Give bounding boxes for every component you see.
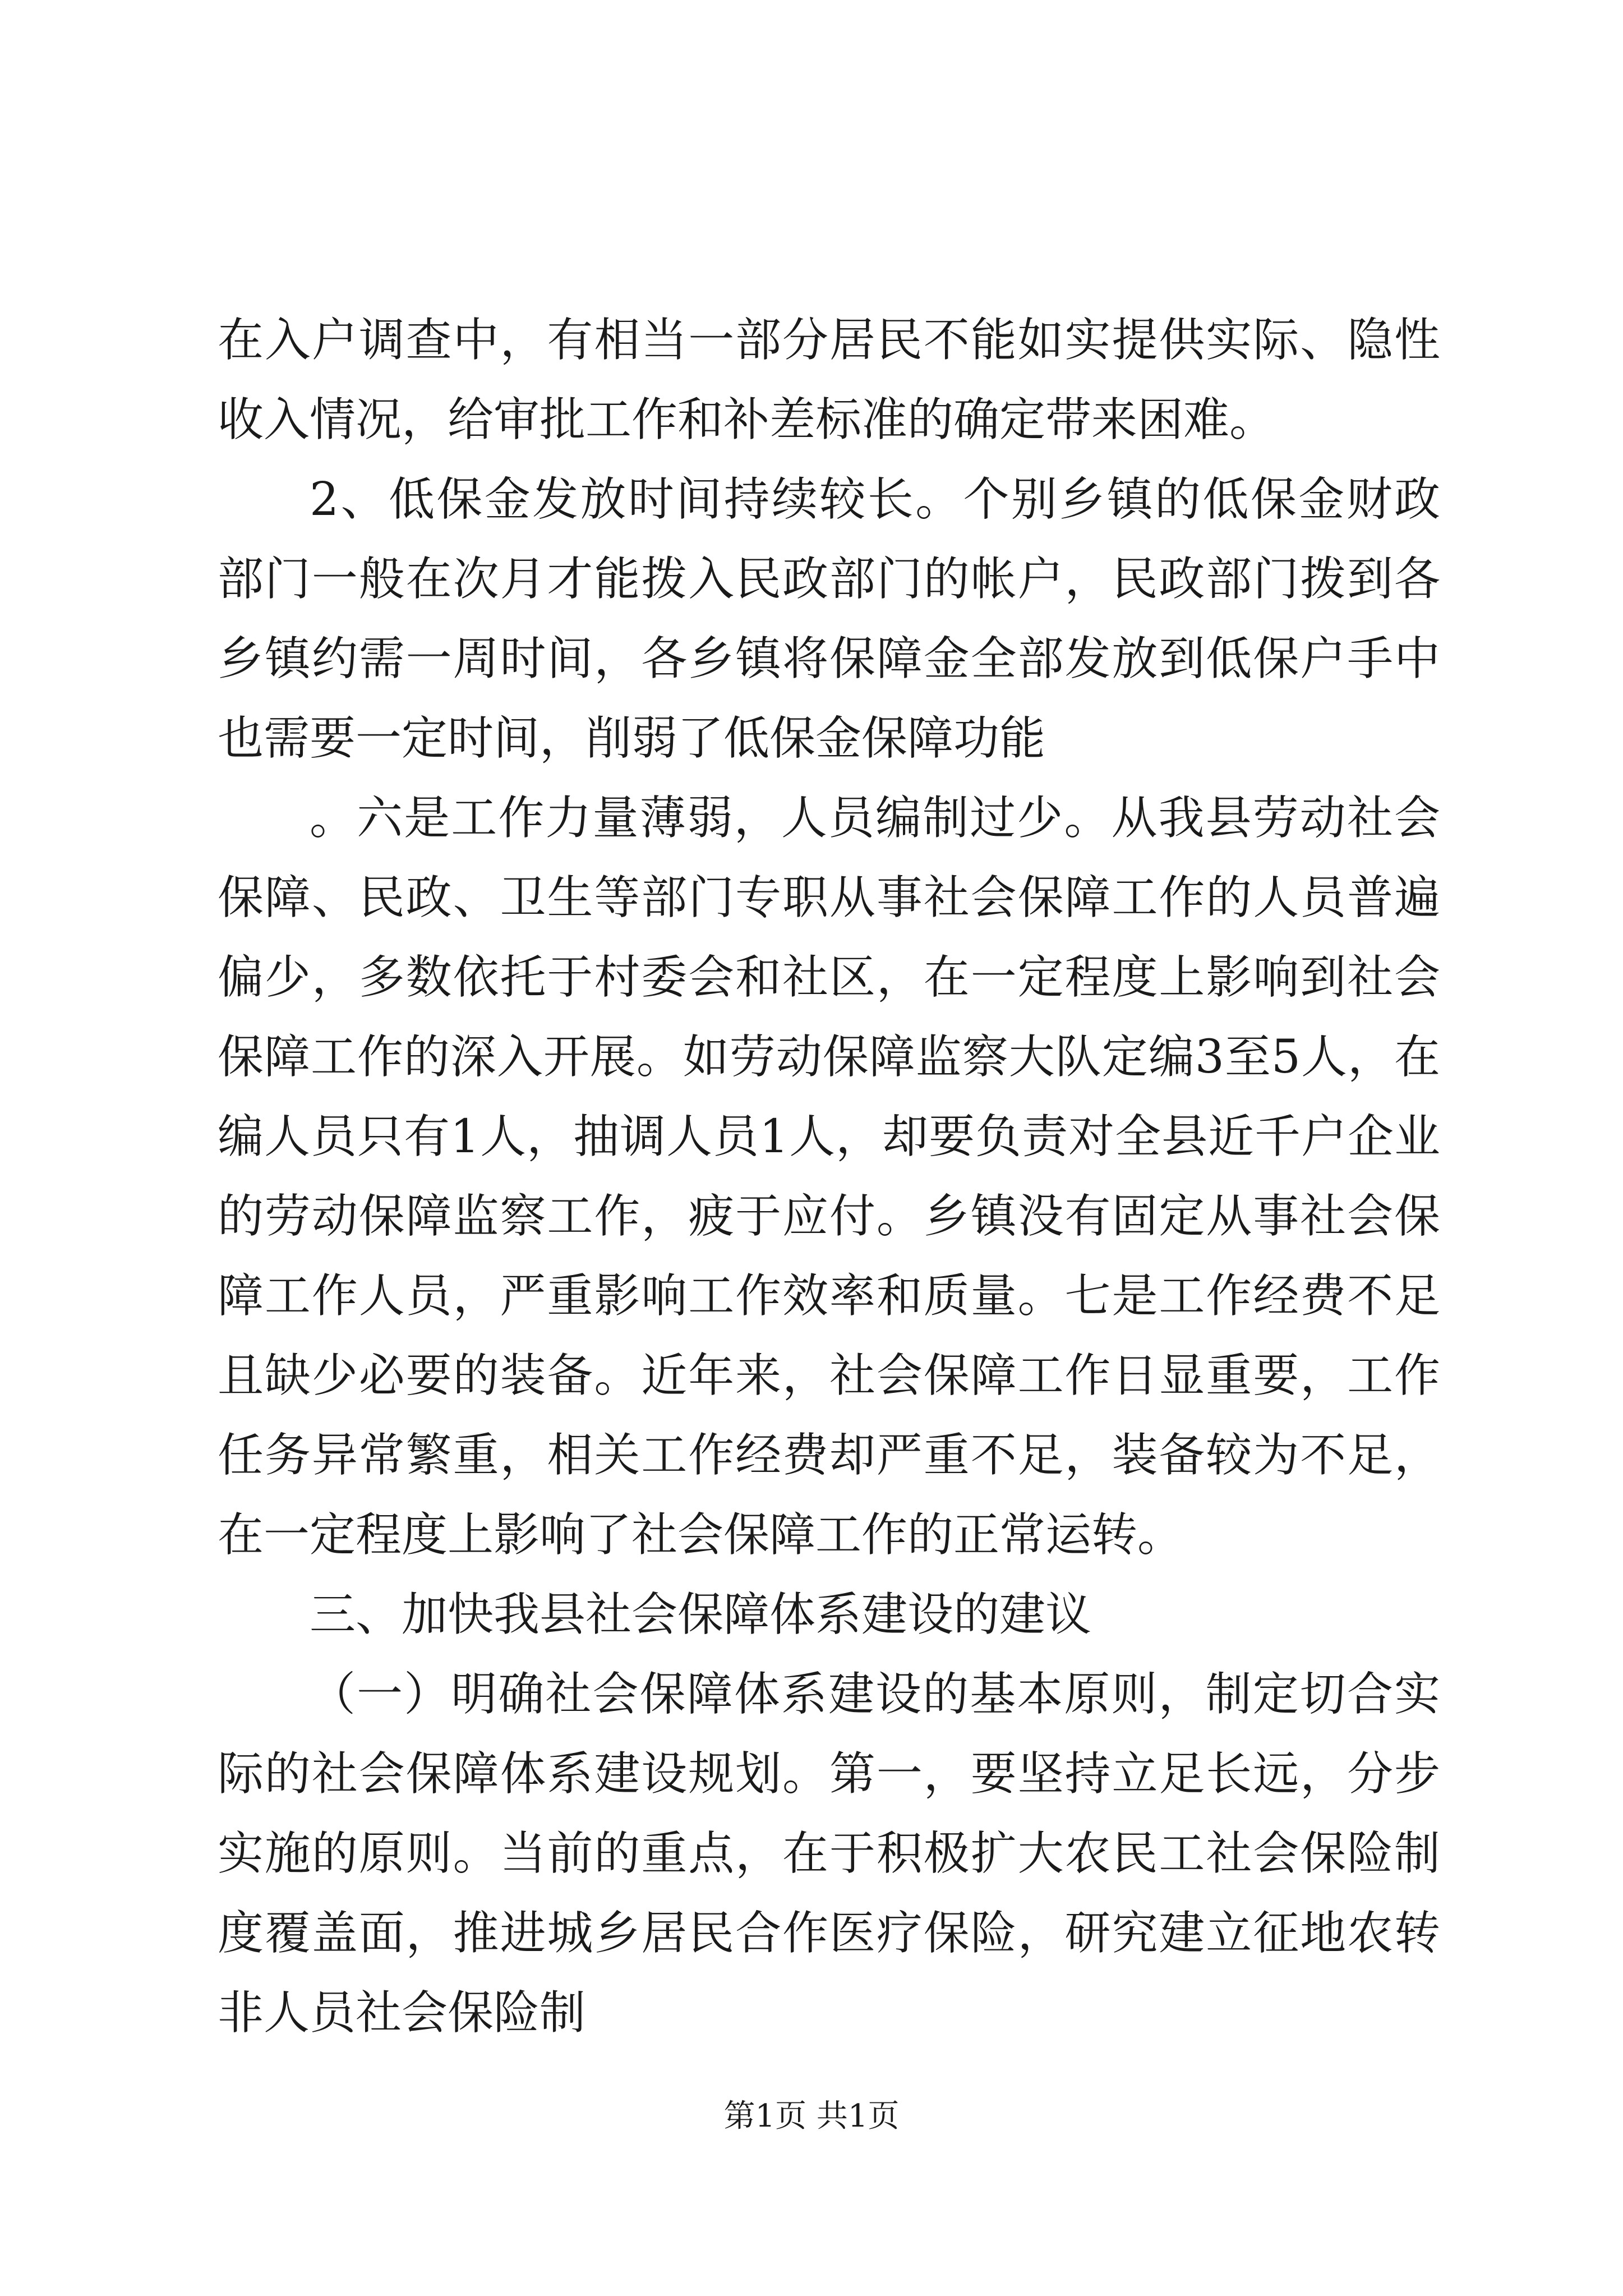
page-footer: 第1页 共1页: [723, 2098, 900, 2134]
section-heading: 三、加快我县社会保障体系建设的建议: [310, 1588, 1092, 1641]
paragraph-2: 2、低保金发放时间持续较长。个别乡镇的低保金财政部门一般在次月才能拨入民政部门的帐户，民政部门拨到各乡镇约需一周时间，各乡镇将保障金全部发放到低保户手中也需要一定时间，削弱了低保金保障功能: [218, 473, 1440, 765]
paragraph-5: （一）明确社会保障体系建设的基本原则，制定切合实际的社会保障体系建设规划。第一，要坚持立足长远，分步实施的原则。当前的重点，在于积极扩大农民工社会保险制度覆盖面，推进城乡居民合作医疗保险，研究建立征地农转非人员社会保险制: [218, 1668, 1440, 2040]
document-body: [218, 301, 1440, 2053]
paragraph-3: 。六是工作力量薄弱，人员编制过少。从我县劳动社会保障、民政、卫生等部门专职从事社会保障工作的人员普遍偏少，多数依托于村委会和社区，在一定程度上影响到社会保障工作的深入开展。如劳动保障监察大队定编3至5人，在编人员只有1人，抽调人员1人，却要负责对全县近千户企业的劳动保障监察工作，疲于应付。乡镇没有固定从事社会保障工作人员，严重影响工作效率和质量。七是工作经费不足且缺少必要的装备。近年来，社会保障工作日显重要，工作任务异常繁重，相关工作经费却严重不足，装备较为不足，在一定程度上影响了社会保障工作的正常运转。: [218, 792, 1440, 1562]
paragraph-1: 在入户调查中，有相当一部分居民不能如实提供实际、隐性收入情况，给审批工作和补差标准的确定带来困难。: [218, 314, 1440, 447]
